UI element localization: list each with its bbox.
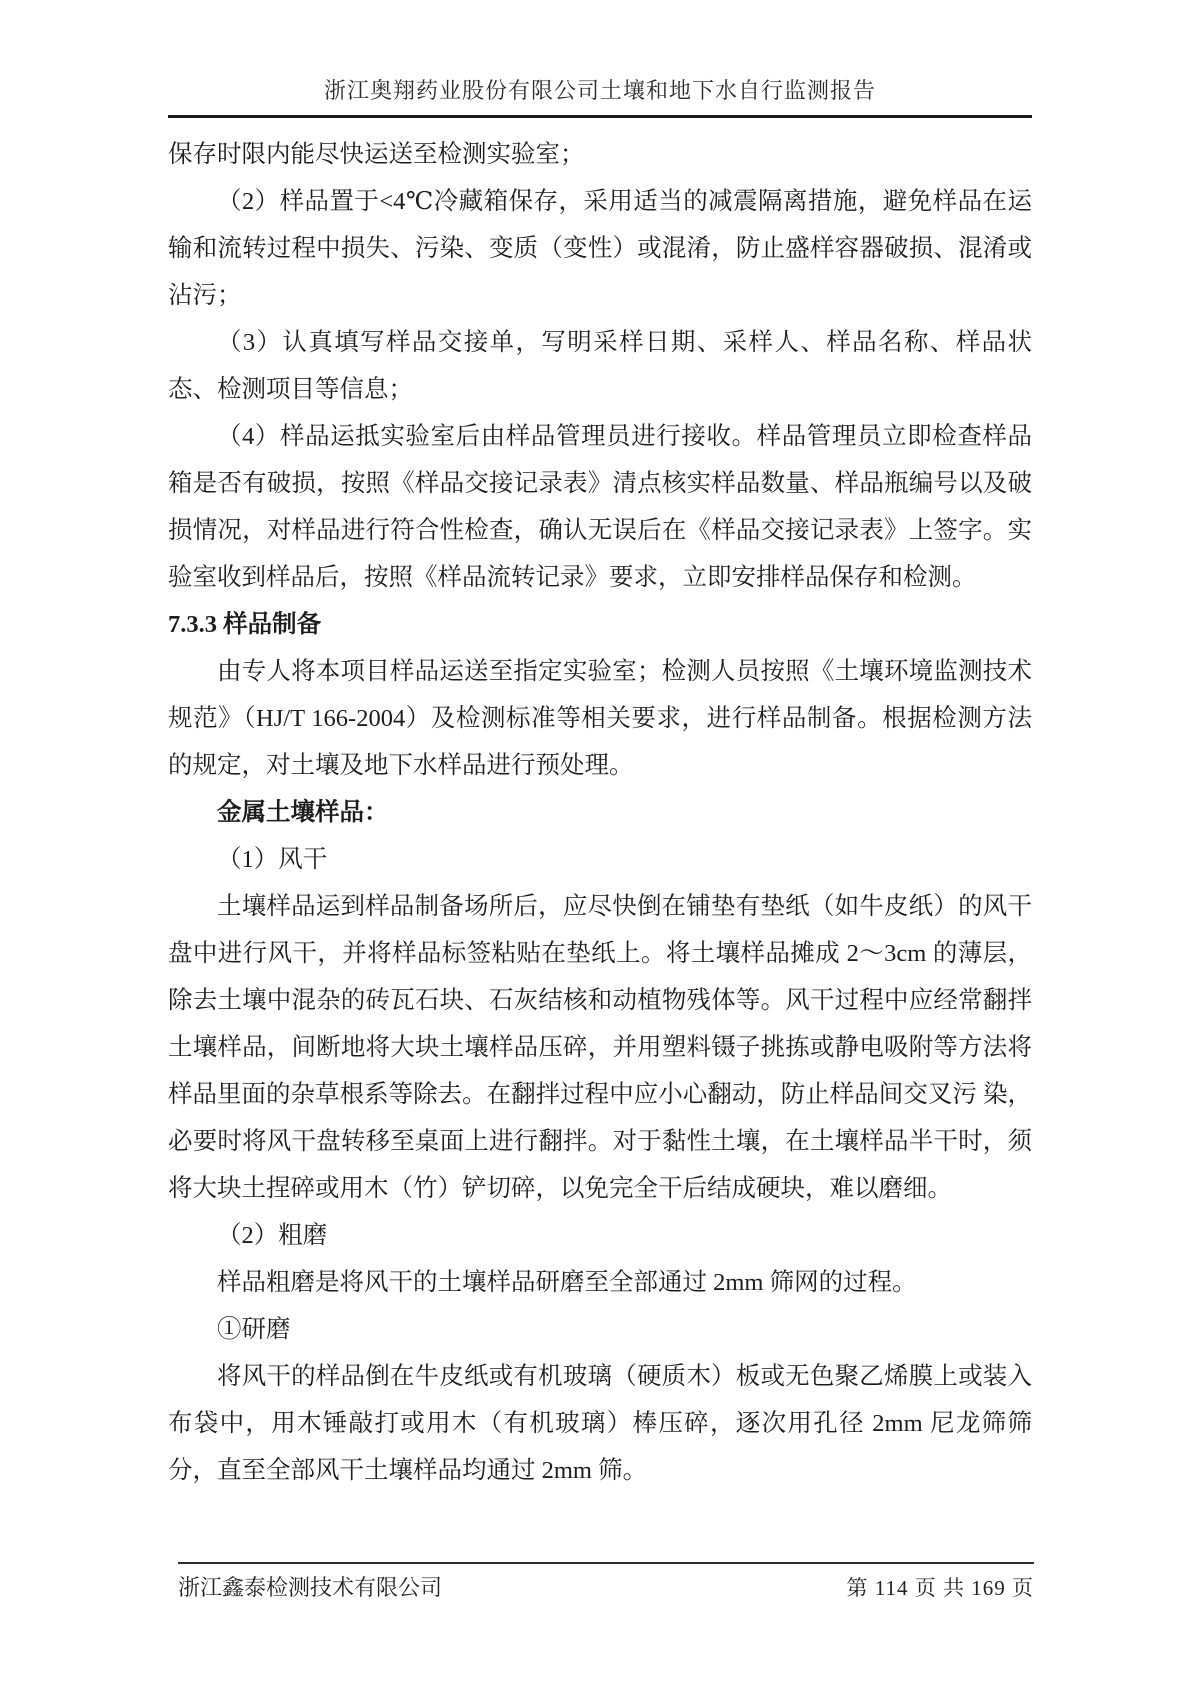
list-item-4-lab-reception: （4）样品运抵实验室后由样品管理员进行接收。样品管理员立即检查样品箱是否有破损，按照《样品交接记录表》清点核实样品数量、样品瓶编号以及破损情况，对样品进行符合性检查，确认无误后在《样品交接记录表》上签字。实验室收到样品后，按照《样品流转记录》要求，立即安排样品保存和检测。: [168, 423, 1032, 591]
paragraph-sample-preparation-intro: 由专人将本项目样品运送至指定实验室；检测人员按照《土壤环境监测技术规范》（HJ/T 166-2004）及检测标准等相关要求，进行样品制备。根据检测方法的规定，对土壤及地下水样品进行预处理。: [168, 658, 1032, 779]
sub-item-grinding-title: ①研磨: [217, 1316, 291, 1343]
page-header: [168, 74, 1032, 118]
paragraph-air-drying: 土壤样品运到样品制备场所后，应尽快倒在铺垫有垫纸（如牛皮纸）的风干盘中进行风干，并将样品标签粘贴在垫纸上。将土壤样品摊成 2～3cm 的薄层，除去土壤中混杂的砖瓦石块、石灰结核和动植物残体等。风干过程中应经常翻拌土壤样品，间断地将大块土壤样品压碎，并用塑料镊子挑拣或静电吸附等方法将样品里面的杂草根系等除去。在翻拌过程中应小心翻动，防止样品间交叉污 染，必要时将风干盘转移至桌面上进行翻拌。对于黏性土壤，在土壤样品半干时，须将大块土捏碎或用木（竹）铲切碎，以免完全干后结成硬块，难以磨细。: [168, 893, 1032, 1202]
subheading-metal-soil-samples: 金属土壤样品：: [217, 799, 389, 826]
header-title: 浙江奥翔药业股份有限公司土壤和地下水自行监测报告: [323, 78, 876, 103]
document-body: [168, 131, 1032, 1494]
list-item-3-handover-form: （3）认真填写样品交接单，写明采样日期、采样人、样品名称、样品状态、检测项目等信息；: [168, 329, 1032, 403]
section-heading-7-3-3: 7.3.3 样品制备: [168, 611, 322, 638]
footer-page-number: 第 114 页 共 169 页: [846, 1576, 1034, 1600]
list-item-2-coarse-grinding-title: （2）粗磨: [217, 1222, 328, 1249]
page-footer: [178, 1562, 1034, 1602]
paragraph-continuation: 保存时限内能尽快运送至检测实验室；: [168, 141, 585, 168]
list-item-1-air-drying-title: （1）风干: [217, 846, 328, 873]
list-item-2-storage: （2）样品置于<4℃冷藏箱保存，采用适当的减震隔离措施，避免样品在运输和流转过程中损失、污染、变质（变性）或混淆，防止盛样容器破损、混淆或沾污；: [168, 188, 1032, 309]
paragraph-coarse-grinding-intro: 样品粗磨是将风干的土壤样品研磨至全部通过 2mm 筛网的过程。: [217, 1269, 917, 1296]
footer-company-name: 浙江鑫泰检测技术有限公司: [178, 1575, 443, 1600]
paragraph-grinding: 将风干的样品倒在牛皮纸或有机玻璃（硬质木）板或无色聚乙烯膜上或装入布袋中，用木锤敲打或用木（有机玻璃）棒压碎，逐次用孔径 2mm 尼龙筛筛分，直至全部风干土壤样品均通过 2mm 筛。: [168, 1363, 1032, 1484]
